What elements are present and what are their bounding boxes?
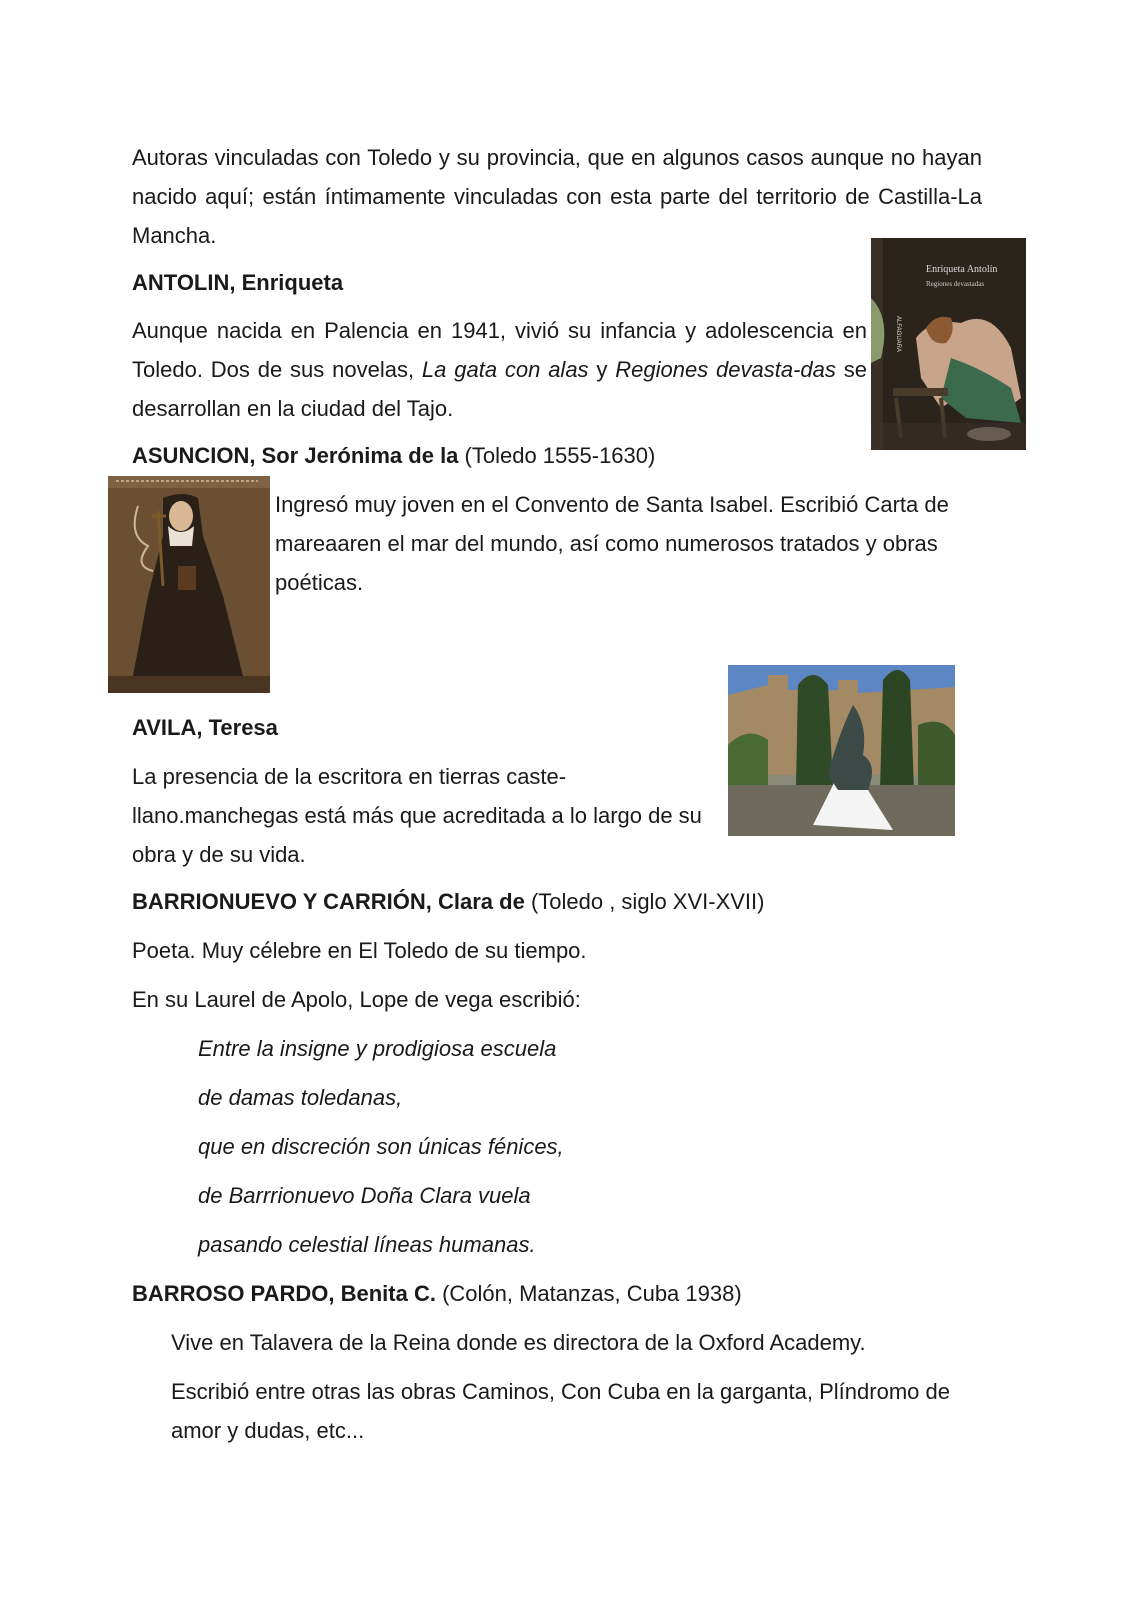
portrait-painting-image [108, 476, 270, 693]
cover-publisher-text: ALFAGUARA [895, 316, 901, 353]
author-heading-avila: AVILA, Teresa [132, 715, 278, 740]
cover-author-text: Enriqueta Antolín [926, 264, 998, 275]
verse-line: pasando celestial líneas humanas. [198, 1232, 536, 1257]
author-heading-barroso [132, 1274, 742, 1313]
asuncion-name: ASUNCION, Sor Jerónima de la [132, 443, 459, 468]
barroso-text-1: Vive en Talavera de la Reina donde es directora de la Oxford Academy. [171, 1330, 866, 1355]
barrionuevo-name: BARRIONUEVO Y CARRIÓN, Clara de [132, 889, 525, 914]
verse-line: de Barrrionuevo Doña Clara vuela [198, 1183, 531, 1208]
asuncion-paragraph: Ingresó muy joven en el Convento de Santa Isabel. Escribió Carta de mareaaren el mar del mundo, así como numerosos tratados y obras poéticas. [275, 492, 949, 595]
cover-title-text: Regiones devastadas [926, 280, 985, 288]
intro-paragraph: Autoras vinculadas con Toledo y su provincia, que en algunos casos aunque no hayan nacido aquí; están íntimamente vinculadas con esta parte del territorio de Castilla-La Mancha. [132, 145, 982, 248]
verse-line: Entre la insigne y prodigiosa escuela [198, 1036, 557, 1061]
antolin-title-1: La gata con alas [421, 357, 589, 382]
barroso-text-2: Escribió entre otras las obras Caminos, Con Cuba en la garganta, Plíndromo de amor y dudas, etc... [171, 1379, 950, 1443]
antolin-text-b: y [588, 357, 616, 382]
avila-paragraph: La presencia de la escritora en tierras caste-llano.manchegas está más que acreditada a lo largo de su obra y de su vida. [132, 764, 702, 867]
author-heading-barrionuevo [132, 882, 764, 921]
antolin-paragraph [132, 311, 867, 428]
barrionuevo-dates: (Toledo , siglo XVI-XVII) [524, 889, 765, 914]
garden-sculpture-photo [728, 665, 955, 836]
asuncion-dates: (Toledo 1555-1630) [458, 443, 656, 468]
author-heading-asuncion [132, 436, 655, 475]
barroso-dates: (Colón, Matanzas, Cuba 1938) [435, 1281, 742, 1306]
antolin-text-c: se desarrollan en la ciudad del Tajo. [132, 357, 867, 421]
book-cover-image [871, 238, 1026, 450]
verse-line: de damas toledanas, [198, 1085, 403, 1110]
antolin-title-2: Regiones devasta-das [615, 357, 836, 382]
barrionuevo-text-1: Poeta. Muy célebre en El Toledo de su tiempo. [132, 938, 587, 963]
author-heading-antolin: ANTOLIN, Enriqueta [132, 270, 344, 295]
barrionuevo-text-2: En su Laurel de Apolo, Lope de vega escribió: [132, 987, 581, 1012]
antolin-text-a: Aunque nacida en Palencia en 1941, vivió su infancia y adolescencia en Toledo. Dos de sus novelas, [132, 318, 867, 382]
barroso-name: BARROSO PARDO, Benita C. [132, 1281, 436, 1306]
verse-line: que en discreción son únicas fénices, [198, 1134, 564, 1159]
